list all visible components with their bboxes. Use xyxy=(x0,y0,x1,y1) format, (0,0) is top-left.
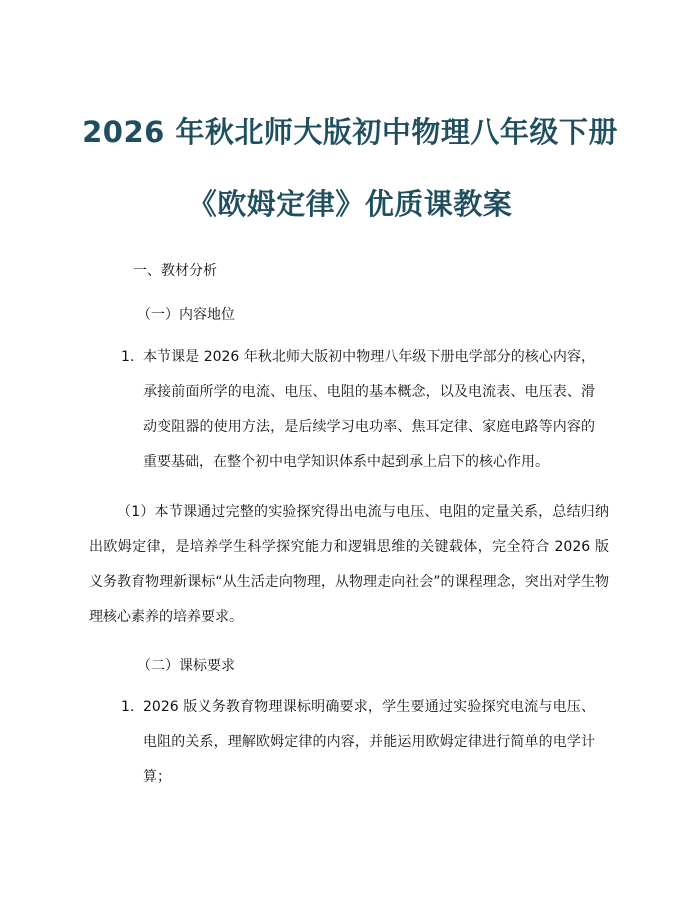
subsection-heading-content-position: （一）内容地位 xyxy=(137,307,235,323)
document-title-line-1: 2026 年秋北师大版初中物理八年级下册 xyxy=(82,115,618,149)
paragraph-inquiry-ohms-law: （1）本节课通过完整的实验探究得出电流与电压、电阻的定量关系，总结归纳出欧姆定律，是培养学生科学探究能力和逻辑思维的关键载体，完全符合 2026 版义务教育物理新课标“从生活走向物理，从物理走向社会”的课程理念，突出对学生物理核心素养的培养要求。 xyxy=(89,504,609,625)
item-text: 2026 版义务教育物理课标明确要求，学生要通过实验探究电流与电压、电阻的关系，理解欧姆定律的内容，并能运用欧姆定律进行简单的电学计算； xyxy=(143,699,595,785)
section-heading-textbook-analysis: 一、教材分析 xyxy=(133,263,217,279)
document-title-line-2: 《欧姆定律》优质课教案 xyxy=(187,187,513,221)
subsection-heading-curriculum-requirements: （二）课标要求 xyxy=(137,658,235,674)
item-number: 1. xyxy=(121,349,135,365)
item-text: 本节课是 2026 年秋北师大版初中物理八年级下册电学部分的核心内容，承接前面所学的电流、电压、电阻的基本概念，以及电流表、电压表、滑动变阻器的使用方法，是后续学习电功率、焦耳定律、家庭电路等内容的重要基础，在整个初中电学知识体系中起到承上启下的核心作用。 xyxy=(143,349,595,470)
item-number: 1. xyxy=(121,699,135,715)
